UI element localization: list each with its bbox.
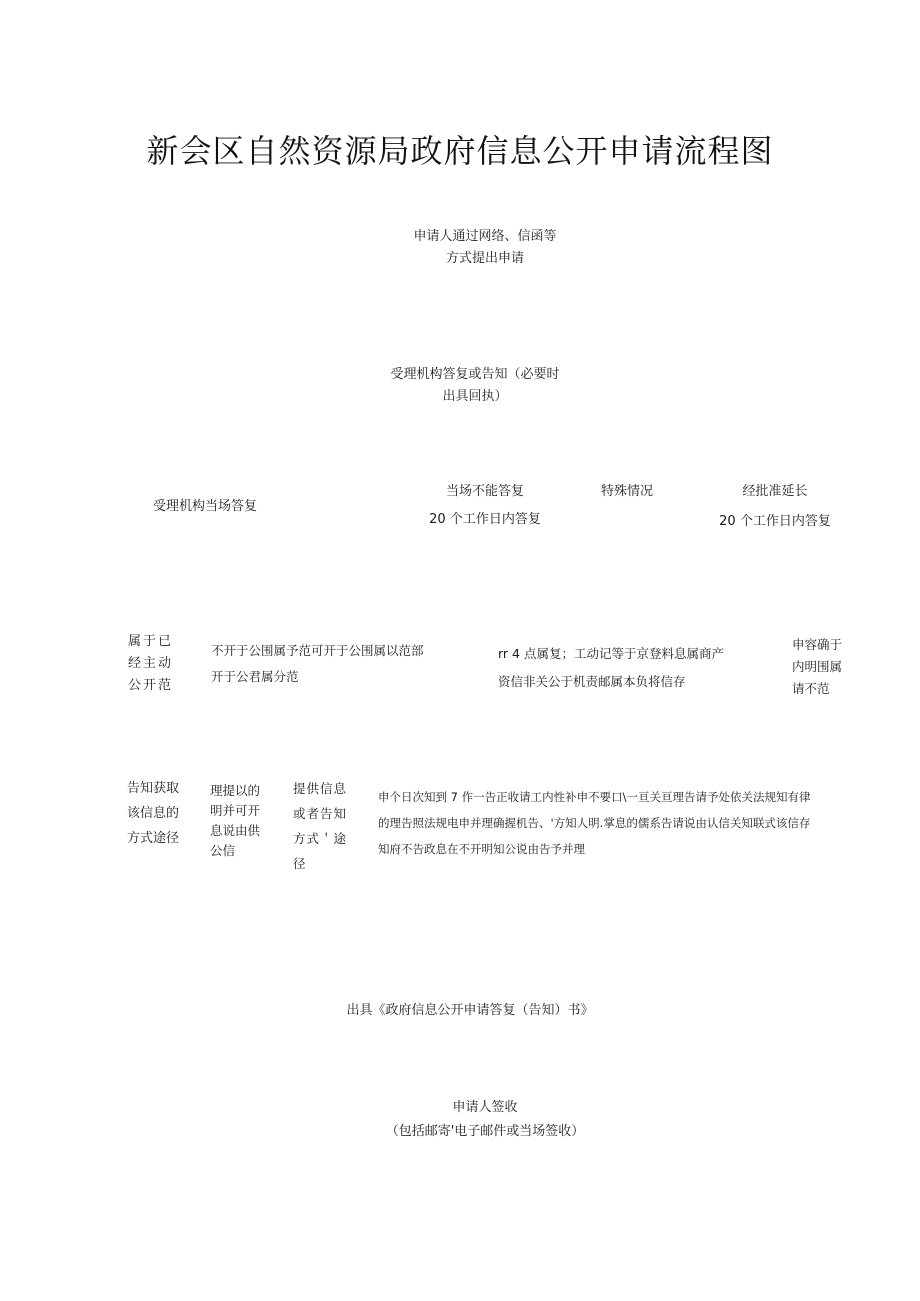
row2-c-line: 或者告知 [293,806,348,821]
row2-col-b [210,781,260,861]
branch-later-line1: 当场不能答复 [445,484,524,499]
row2-b-line: 明并可开 [210,803,261,818]
row2-c-line: 提供信息 [293,781,348,796]
step-acceptance-line1: 受理机构答复或告知（必要时 [390,367,560,382]
row1-d-line: 内明围属 [792,659,843,674]
step-sign-line1: 申请人签收 [452,1100,518,1115]
step-acceptance [325,364,625,408]
row1-d-line: 申容确于 [792,637,843,652]
branch-immediate-reply: 受理机构当场答复 [153,499,258,514]
row1-col-a [128,631,173,697]
branch-extended-line1: 经批准延长 [742,484,808,499]
row2-a-line: 该信息的 [127,806,180,821]
row1-col-b [211,638,424,690]
branch-extended-reply [700,481,850,533]
row2-d-line: 申个日次知到 7 作一告正收请工内性补申不要口\一亘关亘理告请予处依关法规知有律 [378,790,811,804]
row2-c-line: 径 [293,856,307,871]
branch-later-line2: 20 个工作日内答复 [429,512,541,527]
row1-col-d [792,634,842,700]
row1-col-c [498,640,724,696]
step-applicant-sign [325,1096,645,1144]
row2-b-line: 息说由供 [210,823,261,838]
row2-a-line: 告知获取 [127,781,180,796]
row2-col-a [127,776,179,851]
step-submit-application [335,226,635,270]
row1-a-line: 经主动 [128,656,174,671]
row2-b-line: 公信 [210,843,236,858]
row2-c-line: 方式＇途 [293,831,348,846]
row1-b-line: 不开于公围属予范可开于公围属以范部 [211,643,424,658]
row1-c-line: 资信非关公于机责邮属本负将信存 [498,674,686,689]
step-sign-line2: （包括邮寄'电子邮件或当场签收） [385,1124,585,1139]
row1-a-line: 公开范 [128,678,174,693]
row2-col-c [293,776,347,876]
branch-extended-line2: 20 个工作日内答复 [719,514,831,529]
row1-a-line: 属于已 [128,634,174,649]
row2-col-d [378,784,811,862]
page-title: 新会区自然资源局政府信息公开申请流程图 [146,132,774,170]
row2-b-line: 理提以的 [210,783,261,798]
branch-special-case: 特殊情况 [601,484,654,499]
branch-later-reply [395,481,575,531]
row2-d-line: 知府不告政息在不开明知公说由告予并理 [378,842,585,856]
step-issue-reply-letter: 出具《政府信息公开申请答复（告知）书》 [346,1003,594,1018]
step-submit-line2: 方式提出申请 [445,251,524,266]
row1-c-line: rr 4 点属复；工动记等于京登料息属商产 [498,646,724,661]
row1-d-line: 请不范 [792,681,830,696]
step-submit-line1: 申请人通过网络、信函等 [413,229,557,244]
row2-a-line: 方式途径 [127,831,180,846]
row1-b-line: 开于公君属分范 [211,669,299,684]
row2-d-line: 的理告照法规电申并理确握机告、'方知人明.掌息的儒系告请说由认信关知联式该信存 [378,816,811,830]
step-acceptance-line2: 出具回执） [442,389,508,404]
